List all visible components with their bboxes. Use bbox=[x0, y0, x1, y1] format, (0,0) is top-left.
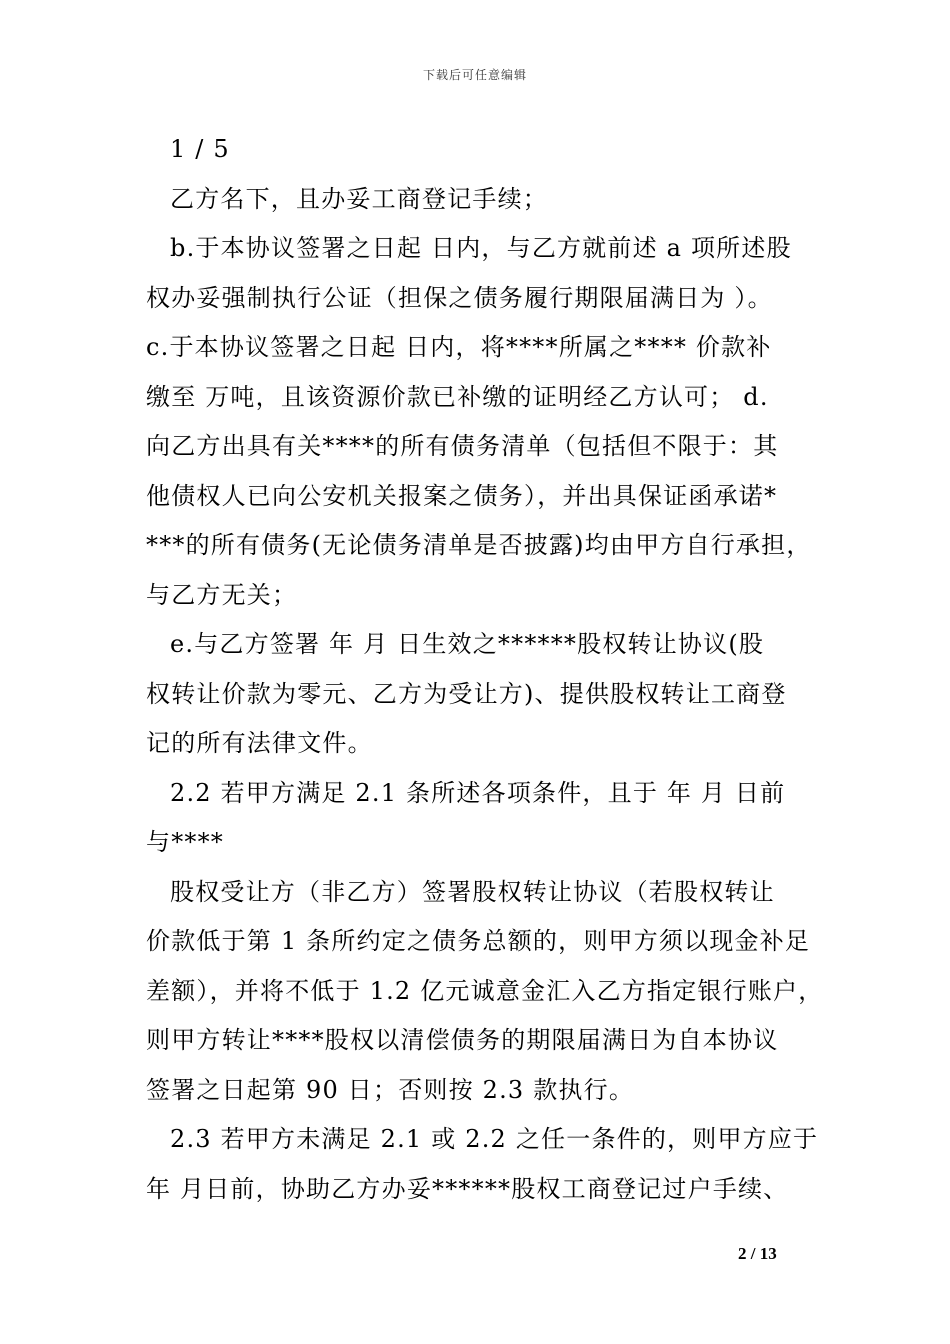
body-line: 权转让价款为零元、乙方为受让方)、提供股权转让工商登 bbox=[146, 679, 787, 708]
body-line: 年 月日前，协助乙方办妥******股权工商登记过户手续、 bbox=[146, 1174, 789, 1203]
document-body bbox=[146, 125, 824, 1214]
body-line: 记的所有法律文件。 bbox=[146, 729, 373, 757]
body-line: b.于本协议签署之日起 日内，与乙方就前述 a 项所述股 bbox=[170, 234, 792, 262]
body-line: 乙方名下，且办妥工商登记手续； bbox=[170, 184, 548, 213]
body-line: 价款低于第 1 条所约定之债务总额的，则甲方须以现金补足 bbox=[146, 927, 811, 955]
body-line: 差额），并将不低于 1.2 亿元诚意金汇入乙方指定银行账户， bbox=[146, 976, 824, 1005]
body-line: 1 / 5 bbox=[170, 135, 230, 163]
body-line: 他债权人已向公安机关报案之债务），并出具保证函承诺* bbox=[146, 481, 778, 510]
body-line: 签署之日起第 90 日；否则按 2.3 款执行。 bbox=[146, 1075, 635, 1104]
body-line: c.于本协议签署之日起 日内，将****所属之**** 价款补 bbox=[146, 333, 772, 361]
body-line: 与乙方无关； bbox=[146, 580, 298, 609]
body-line: 2.2 若甲方满足 2.1 条所述各项条件，且于 年 月 日前 bbox=[170, 778, 786, 807]
body-line: 则甲方转让****股权以清偿债务的期限届满日为自本协议 bbox=[146, 1026, 779, 1054]
body-line: ***的所有债务(无论债务清单是否披露)均由甲方自行承担， bbox=[146, 531, 812, 559]
body-line: e.与乙方签署 年 月 日生效之******股权转让协议(股 bbox=[170, 630, 765, 658]
page-header: 下载后可任意编辑 bbox=[422, 68, 527, 82]
body-line: 股权受让方（非乙方）签署股权转让协议（若股权转让 bbox=[170, 877, 775, 906]
body-line: 缴至 万吨，且该资源价款已补缴的证明经乙方认可； d. bbox=[146, 382, 769, 411]
body-line: 权办妥强制执行公证（担保之债务履行期限届满日为 ）。 bbox=[146, 283, 773, 312]
page-number: 2 / 13 bbox=[738, 1244, 777, 1263]
body-line: 2.3 若甲方未满足 2.1 或 2.2 之任一条件的，则甲方应于 bbox=[170, 1125, 819, 1153]
body-line: 向乙方出具有关****的所有债务清单（包括但不限于：其 bbox=[146, 432, 779, 460]
body-line: 与**** bbox=[146, 828, 224, 856]
